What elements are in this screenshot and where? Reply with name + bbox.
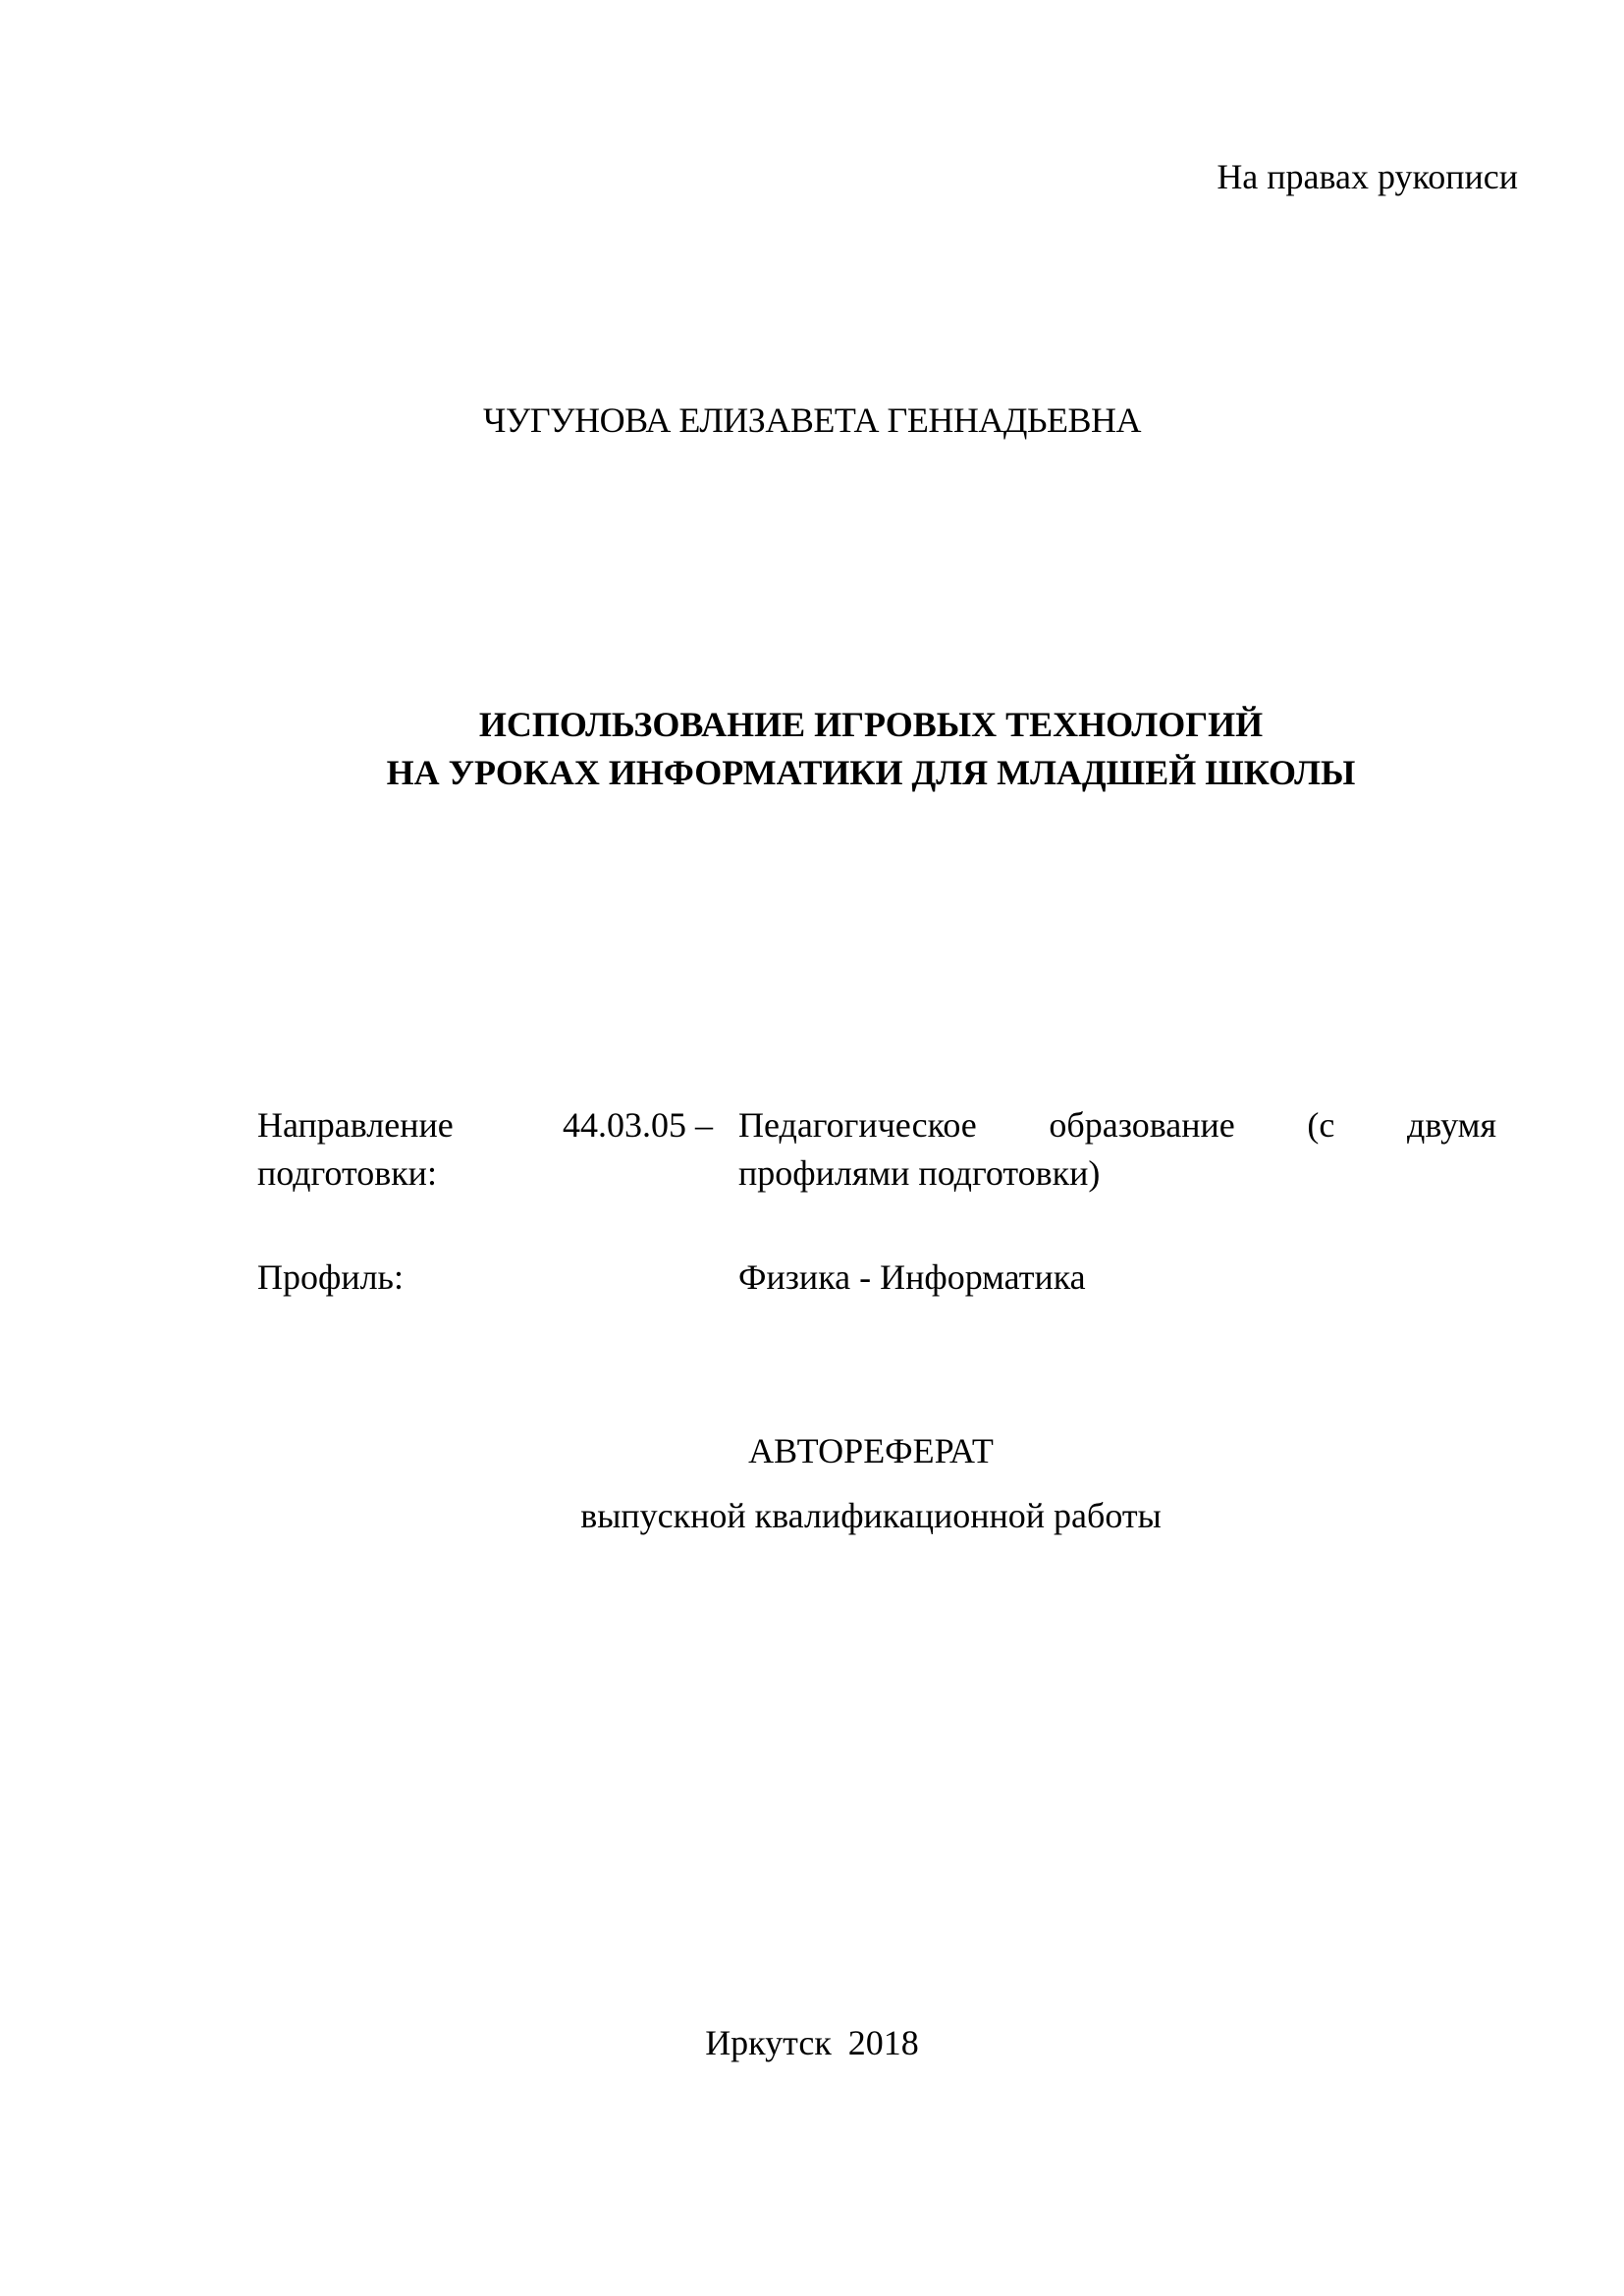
thesis-title-line-2: НА УРОКАХ ИНФОРМАТИКИ ДЛЯ МЛАДШЕЙ ШКОЛЫ <box>386 753 1356 792</box>
author-name: ЧУГУНОВА ЕЛИЗАВЕТА ГЕННАДЬЕВНА <box>482 400 1142 440</box>
direction-value-continued: профилями подготовки) <box>738 1153 1101 1193</box>
manuscript-note: На правах рукописи <box>1217 157 1518 196</box>
direction-value: Педагогическое образование (с двумя <box>738 1105 1496 1145</box>
profile-label: Профиль: <box>257 1257 404 1297</box>
profile-value: Физика - Информатика <box>738 1257 1086 1297</box>
thesis-title-line-1: ИСПОЛЬЗОВАНИЕ ИГРОВЫХ ТЕХНОЛОГИЙ <box>478 705 1264 744</box>
document-type: АВТОРЕФЕРАТ <box>748 1431 994 1470</box>
direction-label: Направление <box>257 1105 454 1145</box>
document-subtype: выпускной квалификационной работы <box>580 1496 1162 1535</box>
direction-code: 44.03.05 – <box>563 1105 713 1145</box>
city-year: Иркутск 2018 <box>705 2023 919 2062</box>
direction-label-continued: подготовки: <box>257 1153 437 1193</box>
